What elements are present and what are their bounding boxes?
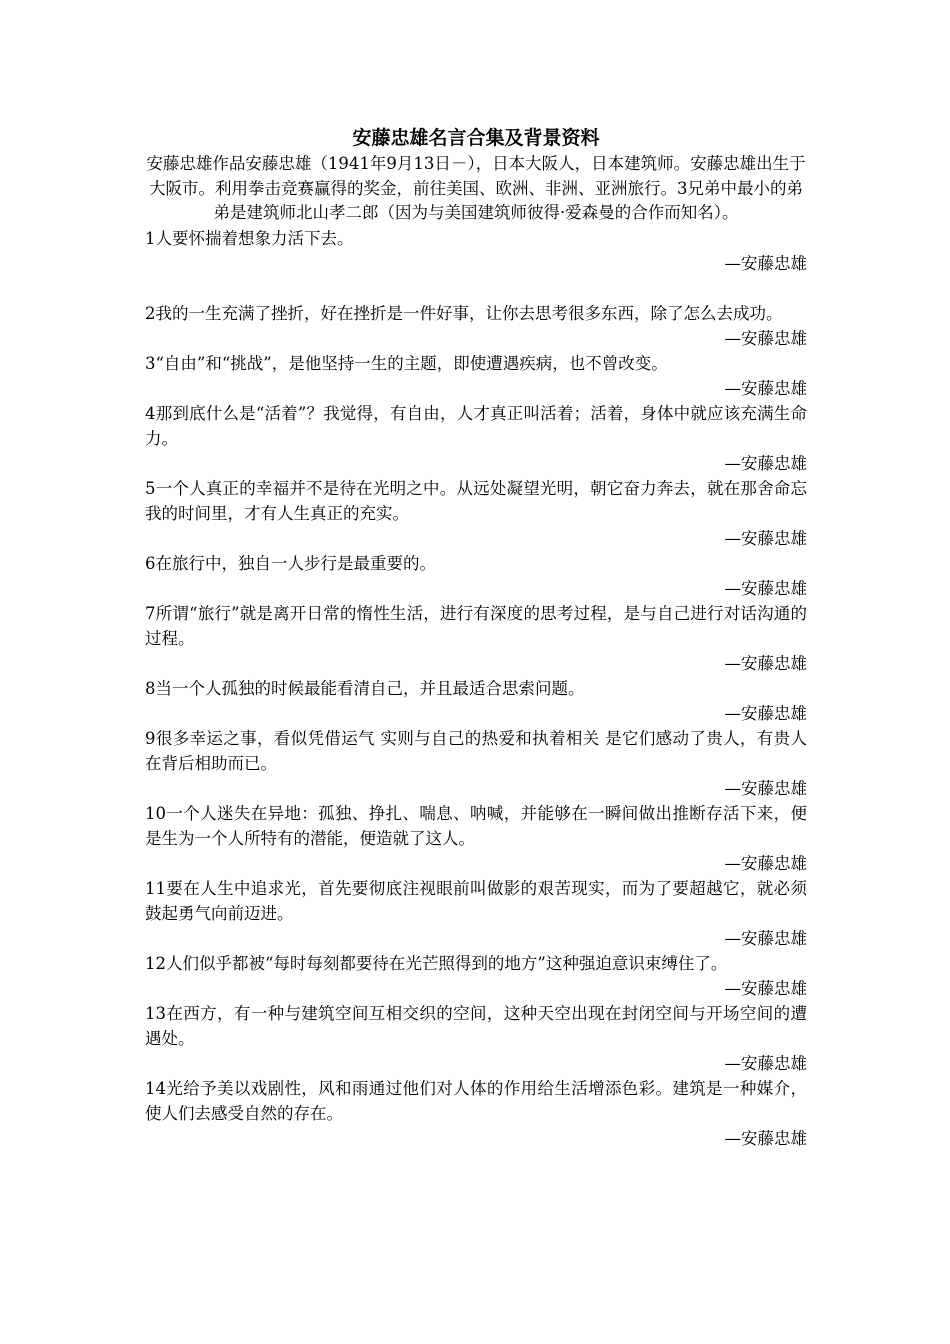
quote-author: —安藤忠雄: [724, 528, 807, 548]
quote-text: 10一个人迷失在异地：孤独、挣扎、喘息、呐喊，并能够在一瞬间做出推断存活下来，便是生为一个人所特有的潜能，便造就了这人。: [145, 803, 807, 848]
quote-author: —安藤忠雄: [724, 1128, 807, 1148]
quote-item: [145, 301, 807, 351]
quote-text: 1人要怀揣着想象力活下去。: [145, 228, 354, 248]
quote-item: [145, 676, 807, 726]
quote-item: [145, 351, 807, 401]
quote-item: [145, 601, 807, 676]
quote-author: —安藤忠雄: [724, 328, 807, 348]
quote-item: [145, 726, 807, 801]
quote-item: [145, 226, 807, 276]
quote-author: —安藤忠雄: [724, 578, 807, 598]
quote-text: 3“自由”和“挑战”，是他坚持一生的主题，即使遭遇疾病，也不曾改变。: [145, 353, 668, 373]
quote-author: —安藤忠雄: [724, 778, 807, 798]
quote-author: —安藤忠雄: [724, 378, 807, 398]
quote-author: —安藤忠雄: [724, 853, 807, 873]
quote-item: [145, 801, 807, 876]
quote-author: —安藤忠雄: [724, 453, 807, 473]
spacer: [145, 276, 807, 301]
quote-text: 13在西方，有一种与建筑空间互相交织的空间，这种天空出现在封闭空间与开场空间的遭遇处。: [145, 1003, 807, 1048]
document-page: [145, 118, 807, 1151]
intro-paragraph: 安藤忠雄作品安藤忠雄（1941年9月13日－），日本大阪人，日本建筑师。安藤忠雄出生于大阪市。利用拳击竞赛赢得的奖金，前往美国、欧洲、非洲、亚洲旅行。3兄弟中最小的弟弟是建筑师北山孝二郎（因为与美国建筑师彼得·爱森曼的合作而知名）。: [146, 154, 806, 222]
quote-text: 4那到底什么是“活着”？我觉得，有自由，人才真正叫活着；活着，身体中就应该充满生命力。: [145, 403, 807, 448]
quote-text: 6在旅行中，独自一人步行是最重要的。: [145, 553, 436, 573]
document-title: 安藤忠雄名言合集及背景资料: [352, 127, 600, 149]
quote-text: 14光给予美以戏剧性，风和雨通过他们对人体的作用给生活增添色彩。建筑是一种媒介，使人们去感受自然的存在。: [145, 1078, 807, 1123]
quote-text: 7所谓“旅行”就是离开日常的惰性生活，进行有深度的思考过程，是与自己进行对话沟通的过程。: [145, 603, 807, 648]
quote-author: —安藤忠雄: [724, 703, 807, 723]
quote-item: [145, 476, 807, 551]
quote-item: [145, 1076, 807, 1151]
quote-author: —安藤忠雄: [724, 1053, 807, 1073]
quote-author: —安藤忠雄: [724, 978, 807, 998]
quote-item: [145, 401, 807, 476]
quote-text: 12人们似乎都被“每时每刻都要待在光芒照得到的地方”这种强迫意识束缚住了。: [145, 953, 728, 973]
quote-author: —安藤忠雄: [724, 928, 807, 948]
quote-text: 2我的一生充满了挫折，好在挫折是一件好事，让你去思考很多东西，除了怎么去成功。: [145, 303, 783, 323]
quote-text: 9很多幸运之事，看似凭借运气 实则与自己的热爱和执着相关 是它们感动了贵人，有贵人在背后相助而已。: [145, 728, 807, 773]
quote-author: —安藤忠雄: [724, 253, 807, 273]
quote-item: [145, 951, 807, 1001]
quote-text: 5一个人真正的幸福并不是待在光明之中。从远处凝望光明，朝它奋力奔去，就在那舍命忘我的时间里，才有人生真正的充实。: [145, 478, 807, 523]
quote-text: 11要在人生中追求光，首先要彻底注视眼前叫做影的艰苦现实，而为了要超越它，就必须鼓起勇气向前迈进。: [145, 878, 807, 923]
quote-item: [145, 1001, 807, 1076]
quote-item: [145, 551, 807, 601]
quote-text: 8当一个人孤独的时候最能看清自己，并且最适合思索问题。: [145, 678, 585, 698]
quote-author: —安藤忠雄: [724, 653, 807, 673]
quote-item: [145, 876, 807, 951]
